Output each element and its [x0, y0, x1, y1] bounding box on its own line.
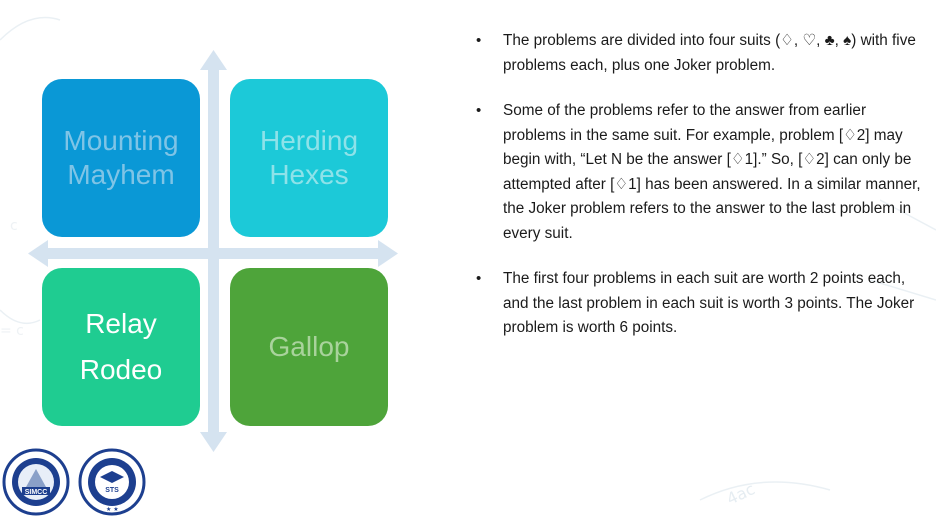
tile-label: Gallop [268, 331, 350, 362]
svg-text:= c: = c [0, 323, 24, 339]
tile-herding-hexes [230, 79, 388, 237]
bullet-marker: • [476, 270, 482, 287]
topic-matrix [0, 0, 440, 520]
simcc-logo-text: SIMCC [24, 489, 48, 496]
left-arrowhead [28, 240, 48, 267]
horizontal-axis-shaft [40, 248, 385, 259]
bullet-text: The first four problems in each suit are worth 2 points each, and the last problem in each suit is worth 3 points. The Joker problem is worth 6 points. [503, 270, 915, 336]
bullet-text: Some of the problems refer to the answer from earlier problems in the same suit. For example, problem [♢2] may begin with, “Let N be the answer [♢1].” So, [♢2] can only be attempted after [♢1] has been answered. In a similar manner, the Joker problem refers to the answer to the last problem in every suit. [503, 102, 921, 242]
simcc-logo [4, 450, 68, 514]
svg-text:c: c [10, 218, 18, 234]
tile-relay-rodeo [42, 268, 200, 426]
down-arrowhead [200, 432, 227, 452]
bullet-marker: • [476, 102, 482, 119]
right-arrowhead [378, 240, 398, 267]
tile-gallop [230, 268, 388, 426]
list-item [476, 29, 926, 78]
tile-label: Relay Rodeo [79, 308, 163, 385]
svg-text:★ ★: ★ ★ [106, 506, 119, 513]
axis-arrows [0, 0, 440, 520]
tile-label: Mounting Mayhem [63, 125, 179, 190]
sts-logo-text: STS [105, 487, 119, 494]
logo-group [2, 447, 152, 517]
rules-list [476, 29, 926, 362]
up-arrowhead [200, 50, 227, 70]
sts-logo [80, 450, 144, 514]
tile-mounting-mayhem [42, 79, 200, 237]
bullet-marker: • [476, 32, 482, 49]
svg-text:4ac: 4ac [723, 479, 758, 509]
bullet-text: The problems are divided into four suits (♢, ♡, ♣, ♠) with five problems each, plus one Joker problem. [503, 32, 916, 74]
tile-label: Herding Hexes [259, 125, 359, 190]
list-item [476, 267, 926, 341]
list-item [476, 99, 926, 246]
